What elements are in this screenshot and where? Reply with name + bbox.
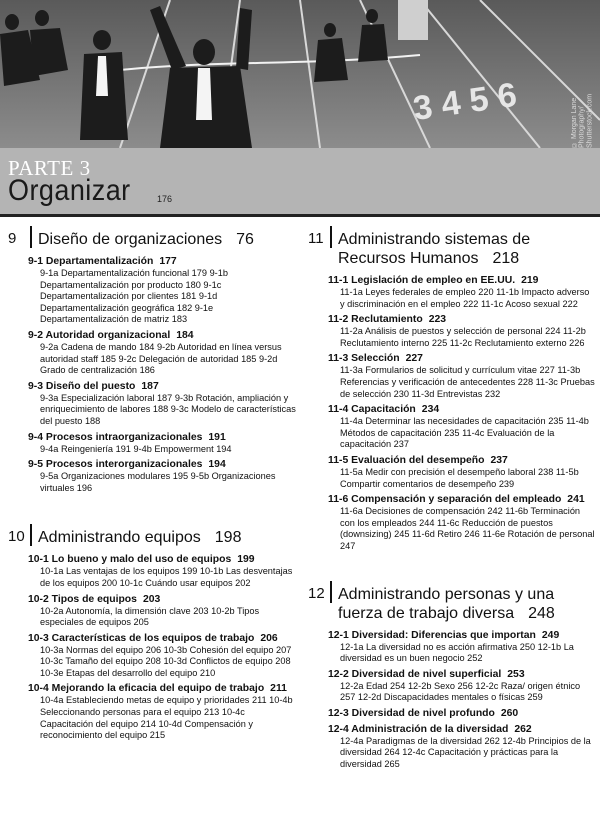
chapter-bar (30, 524, 32, 546)
section-title-row (328, 723, 596, 736)
section-page: 253 (507, 668, 525, 680)
section-page: 227 (405, 353, 423, 365)
section-entry (328, 454, 596, 490)
photo-credit: © Morgan Lane Photography/ Shutterstock.com (570, 93, 594, 148)
chapter-title (338, 581, 555, 623)
section-page: 237 (490, 454, 508, 466)
subsection-list: 11-4a Determinar las necesidades de capacitación 235 11-4b Métodos de capacitación 235 11-4c Evaluación de la capacitación 237 (340, 416, 589, 450)
section-page: 177 (159, 256, 177, 267)
section-entry (328, 629, 596, 665)
chapter-number: 9 (8, 230, 17, 247)
chapter-10 (8, 524, 300, 742)
section-page: 241 (567, 494, 585, 506)
section-title-row (328, 707, 596, 720)
chapter-title-line: Administrando equipos (38, 529, 201, 547)
section-page: 194 (208, 459, 226, 471)
chapter-bar (330, 581, 332, 603)
section-title: 11-6 Compensación y separación del empleado (328, 494, 562, 506)
subsection-list: 12-2a Edad 254 12-2b Sexo 256 12-2c Raza/ origen étnico 257 12-2d Discapacidades mentales o físicas 259 (340, 680, 581, 703)
chapter-page: 218 (492, 250, 520, 267)
chapter-title-line: Administrando personas y una (338, 585, 555, 603)
section-list (328, 274, 596, 553)
section-title: 9-4 Procesos intraorganizacionales (28, 431, 203, 443)
race-track-illustration (0, 0, 600, 148)
chapter-title-line: fuerza de trabajo diversa (338, 604, 515, 622)
section-title: 11-4 Capacitación (328, 404, 416, 416)
section-entry (28, 255, 300, 326)
section-title-row (328, 403, 596, 416)
part-label: PARTE 3 (8, 156, 91, 180)
chapter-title (338, 226, 530, 268)
section-title-row (328, 629, 596, 642)
section-entry (28, 553, 300, 589)
section-title-row (28, 329, 300, 342)
chapter-title (38, 524, 241, 547)
section-title: 10-4 Mejorando la eficacia del equipo de trabajo (28, 683, 265, 695)
section-title-row (328, 274, 596, 287)
section-title: 11-5 Evaluación del desempeño (328, 454, 485, 466)
section-entry (328, 313, 596, 349)
subsection-list: 11-1a Leyes federales de empleo 220 11-1b Impacto adverso y discriminación en el empleo 222 11-1c Acoso sexual 222 (340, 287, 590, 309)
section-title-row (328, 493, 596, 506)
section-title: 9-5 Procesos interorganizacionales (28, 459, 203, 471)
chapter-12 (308, 581, 596, 771)
chapter-number: 10 (8, 528, 25, 546)
section-entry (328, 707, 596, 720)
section-page: 262 (514, 723, 532, 735)
subsection-list: 12-4a Paradigmas de la diversidad 262 12-4b Principios de la diversidad 264 12-4c Capacitación y prácticas para la diversidad 265 (340, 735, 591, 770)
chapter-bar (330, 226, 332, 248)
section-title: 12-3 Diversidad de nivel profundo (328, 707, 495, 719)
section-page: 219 (521, 275, 539, 286)
subsection-list: 9-1a Departamentalización funcional 179 9-1b Departamentalización por producto 180 9-1c Departamentalización por clientes 181 9-1d Departamentalización geográfica 182 9-1e Departamentalización de matriz 183 (40, 268, 228, 325)
subsection-list: 10-1a Las ventajas de los equipos 199 10-1b Las desventajas de los equipos 200 10-1c Cuándo usar equipos 202 (40, 566, 293, 588)
section-entry (28, 682, 300, 741)
section-list (28, 553, 300, 742)
subsection-list: 9-3a Especialización laboral 187 9-3b Rotación, ampliación y enriquecimiento de labores 188 9-3c Modelo de características del puesto 188 (40, 392, 296, 426)
subsection-list: 12-1a La diversidad no es acción afirmativa 250 12-1b La diversidad es un buen negocio 252 (340, 641, 574, 664)
section-page: 199 (237, 554, 255, 566)
section-entry (328, 274, 596, 310)
header-divider (0, 214, 600, 217)
chapter-title-line: Diseño de organizaciones (38, 231, 223, 248)
chapter-9 (8, 226, 300, 494)
part-title: Organizar (8, 174, 131, 207)
header-photo (0, 0, 600, 148)
section-title: 11-3 Selección (328, 353, 400, 365)
section-title: 9-2 Autoridad organizacional (28, 329, 171, 341)
subsection-list: 10-3a Normas del equipo 206 10-3b Cohesión del equipo 207 10-3c Tamaño del equipo 208 10-3d Conflictos de equipo 208 10-3e Etapas del desarrollo del equipo 210 (40, 644, 292, 678)
subsection-list: 11-3a Formularios de solicitud y currículum vitae 227 11-3b Referencias y verificación de antecedentes 228 11-3c Pruebas de selección 230 11-3d Entrevistas 232 (340, 365, 595, 399)
section-title-row (28, 431, 300, 444)
section-page: 249 (541, 629, 560, 641)
part-page-number: 176 (157, 194, 173, 204)
section-title: 9-1 Departamentalización (28, 256, 154, 267)
section-title: 9-3 Diseño del puesto (28, 380, 136, 392)
chapter-heading (8, 226, 300, 249)
section-title-row (328, 352, 596, 365)
subsection-list: 9-2a Cadena de mando 184 9-2b Autoridad en línea versus autoridad staff 185 9-2c Delegación de autoridad 185 9-2d Grado de centralización 186 (40, 341, 282, 376)
section-entry (28, 458, 300, 494)
chapter-page: 76 (236, 231, 254, 248)
chapter-bar (30, 226, 32, 248)
section-title-row (28, 255, 300, 268)
section-entry (328, 668, 596, 704)
section-title: 10-1 Lo bueno y malo del uso de equipos (28, 554, 232, 566)
section-entry (28, 431, 300, 456)
section-title-row (28, 593, 300, 606)
chapter-title-line: Recursos Humanos (338, 250, 479, 267)
right-column (308, 226, 596, 781)
subsection-list: 9-5a Organizaciones modulares 195 9-5b Organizaciones virtuales 196 (40, 471, 276, 493)
section-page: 211 (270, 683, 287, 695)
subsection-list: 10-4a Estableciendo metas de equipo y prioridades 211 10-4b Seleccionando personas para el equipo 213 10-4c Capacitación del equipo 214 10-4d Compensación y reconocimiento del equipo 215 (40, 695, 293, 741)
chapter-page: 198 (214, 529, 242, 547)
section-entry (328, 352, 596, 400)
section-title-row (28, 380, 300, 393)
section-title: 11-1 Legislación de empleo en EE.UU. (328, 275, 516, 286)
section-title-row (328, 454, 596, 467)
section-title: 12-2 Diversidad de nivel superficial (328, 668, 502, 680)
section-entry (328, 403, 596, 451)
subsection-list: 10-2a Autonomía, la dimensión clave 203 10-2b Tipos especiales de equipos 205 (40, 605, 260, 628)
section-title-row (28, 553, 300, 566)
section-entry (28, 632, 300, 680)
chapter-11 (308, 226, 596, 553)
left-column (8, 226, 300, 752)
section-title: 12-4 Administración de la diversidad (328, 723, 509, 735)
section-page: 234 (421, 404, 440, 416)
subsection-list: 11-6a Decisiones de compensación 242 11-6b Terminación con los empleados 244 11-6c Reducción de puestos (downsizing) 245 11-6d Retiro 246 11-6e Rotación de personal 247 (340, 506, 595, 551)
section-title: 10-2 Tipos de equipos (28, 593, 137, 605)
section-list (28, 255, 300, 494)
section-title: 10-3 Características de los equipos de trabajo (28, 632, 255, 644)
section-entry (328, 723, 596, 771)
subsection-list: 11-5a Medir con precisión el desempeño laboral 238 11-5b Compartir comentarios de desempeño 239 (340, 466, 579, 489)
lane-numbers: 3 4 5 6 (410, 75, 520, 128)
section-entry (328, 493, 596, 552)
chapter-title-line: Administrando sistemas de (338, 231, 531, 248)
section-title: 12-1 Diversidad: Diferencias que importan (328, 629, 536, 641)
chapter-heading (308, 581, 596, 623)
section-page: 187 (141, 380, 159, 392)
chapter-number: 11 (308, 230, 324, 247)
section-title-row (28, 458, 300, 471)
section-entry (28, 593, 300, 629)
section-title-row (28, 682, 300, 695)
chapter-title (38, 226, 254, 249)
subsection-list: 11-2a Análisis de puestos y selección de personal 224 11-2b Reclutamiento interno 225 11-2c Reclutamiento externo 226 (340, 326, 586, 348)
section-page: 206 (260, 632, 278, 644)
chapter-heading (8, 524, 300, 547)
section-page: 260 (500, 707, 519, 719)
section-page: 223 (428, 314, 447, 326)
section-list (328, 629, 596, 771)
chapter-heading (308, 226, 596, 268)
section-page: 184 (176, 329, 194, 341)
chapter-number: 12 (308, 584, 325, 602)
section-entry (28, 329, 300, 377)
section-page: 203 (142, 593, 161, 605)
chapter-page: 248 (528, 604, 555, 622)
section-title: 11-2 Reclutamiento (328, 314, 423, 326)
section-title-row (28, 632, 300, 645)
section-entry (28, 380, 300, 428)
section-page: 191 (208, 431, 226, 443)
subsection-list: 9-4a Reingeniería 191 9-4b Empowerment 194 (40, 443, 232, 454)
section-title-row (328, 313, 596, 326)
section-title-row (328, 668, 596, 681)
